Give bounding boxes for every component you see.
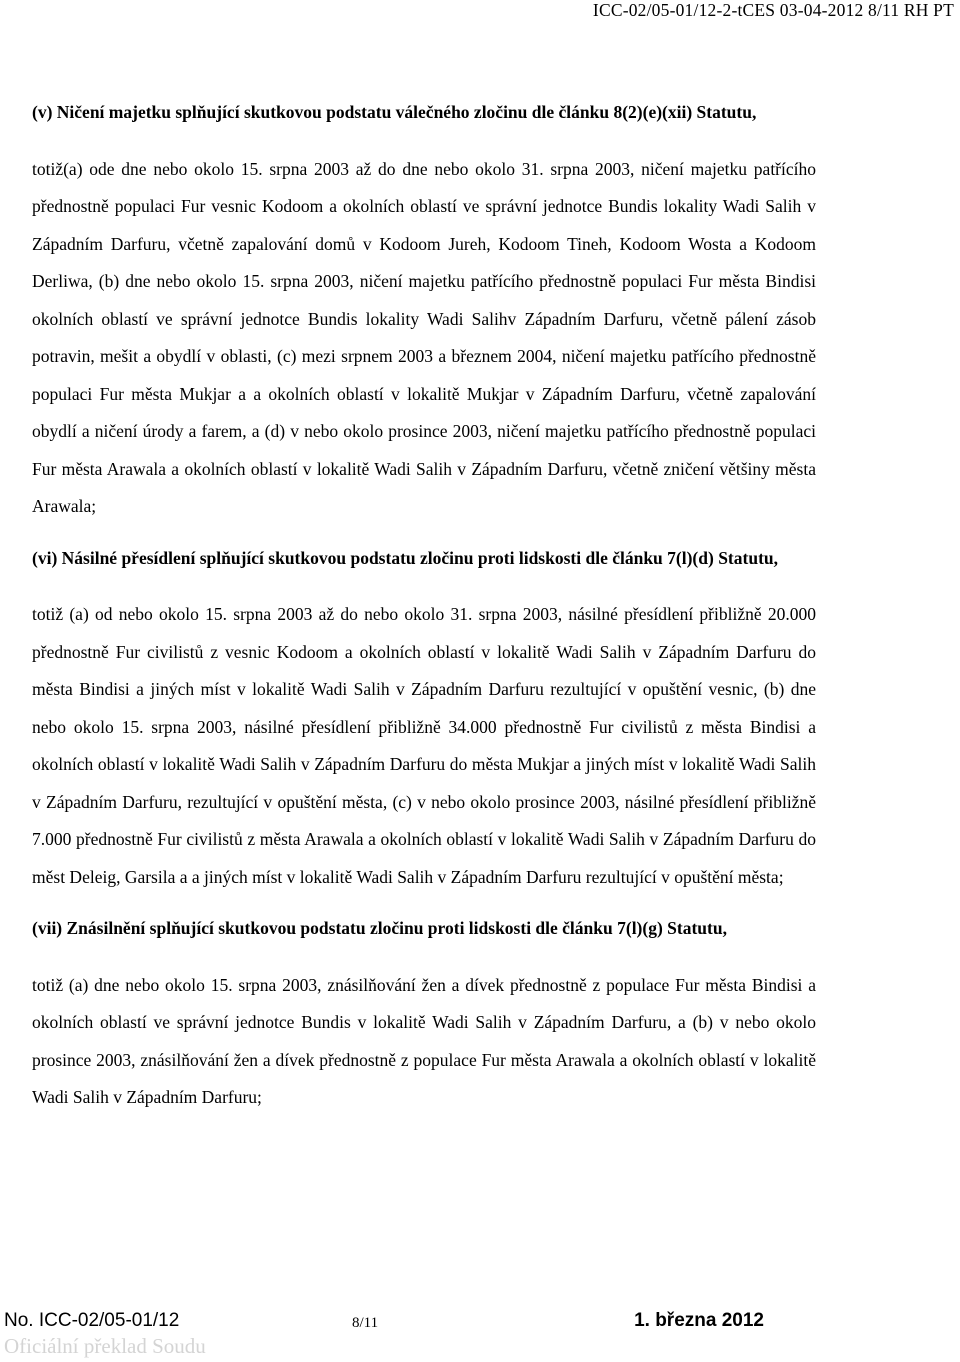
footer-document-number: No. ICC-02/05-01/12	[4, 1310, 180, 1331]
section-vii-paragraph: totiž (a) dne nebo okolo 15. srpna 2003, znásilňování žen a dívek přednostně z populace Fur města Bindisi a okolních oblastí ve správní jednotce Bundis v lokalitě Wadi Salih v Západním Darfuru, a (b) v nebo okolo prosince 2003, znásilňování žen a dívek přednostně z populace Fur města Arawala a okolních oblastí v lokalitě Wadi Salih v Západním Darfuru;	[32, 974, 816, 1107]
document-reference-header: ICC-02/05-01/12-2-tCES 03-04-2012 8/11 RH PT	[592, 0, 954, 20]
document-body	[32, 94, 816, 1117]
page-footer	[0, 1306, 960, 1336]
footer-page-number: 8/11	[352, 1315, 379, 1331]
section-vi-heading: (vi) Násilné přesídlení splňující skutkovou podstatu zločinu proti lidskosti dle článku 7(l)(d) Statutu,	[32, 547, 779, 568]
section-v-heading: (v) Ničení majetku splňující skutkovou podstatu válečného zločinu dle článku 8(2)(e)(xii) Statutu,	[32, 102, 757, 122]
footer-date: 1. března 2012	[634, 1310, 764, 1331]
section-vi-paragraph: totiž (a) od nebo okolo 15. srpna 2003 až do nebo okolo 31. srpna 2003, násilné přesídlení přibližně 20.000 přednostně Fur civilistů z vesnic Kodoom a okolních oblastí v lokalitě Wadi Salih v Západním Darfuru do města Bindisi a jiných míst v lokalitě Wadi Salih v Západním Darfuru rezultující v opuštění vesnic, (b) dne nebo okolo 15. srpna 2003, násilné přesídlení přibližně 34.000 přednostně Fur civilistů z města Bindisi a okolních oblastí v lokalitě Wadi Salih v Západním Darfuru do města Mukjar a jiných míst v lokalitě Wadi Salih v Západním Darfuru, rezultující v opuštění města, (c) v nebo okolo prosince 2003, násilné přesídlení přibližně 7.000 přednostně Fur civilistů z města Arawala a okolních oblastí v lokalitě Wadi Salih v Západním Darfuru do měst Deleig, Garsila a a jiných míst v lokalitě Wadi Salih v Západním Darfuru rezultující v opuštění města;	[32, 604, 816, 887]
section-v-paragraph: totiž(a) ode dne nebo okolo 15. srpna 2003 až do dne nebo okolo 31. srpna 2003, ničení majetku patřícího přednostně populaci Fur vesnic Kodoom a okolních oblastí ve správní jednotce Bundis lokality Wadi Salih v Západním Darfuru, včetně zapalování domů v Kodoom Jureh, Kodoom Tineh, Kodoom Wosta a Kodoom Derliwa, (b) dne nebo okolo 15. srpna 2003, ničení majetku patřícího přednostně populaci Fur města Bindisi okolních oblastí ve správní jednotce Bundis lokality Wadi Salihv Západním Darfuru, včetně pálení zásob potravin, mešit a obydlí v oblasti, (c) mezi srpnem 2003 a březnem 2004, ničení majetku patřícího přednostně populaci Fur města Mukjar a a okolních oblastí v lokalitě Mukjar v Západním Darfuru, včetně zapalování obydlí a ničení úrody a farem, a (d) v nebo okolo prosince 2003, ničení majetku patřícího přednostně populaci Fur města Arawala a okolních oblastí v lokalitě Wadi Salih v Západním Darfuru, včetně zničení většiny města Arawala;	[32, 158, 816, 516]
section-vii-heading: (vii) Znásilnění splňující skutkovou podstatu zločinu proti lidskosti dle článku 7(l)(g) Statutu,	[32, 918, 727, 938]
official-translation-watermark: Oficiální překlad Soudu	[4, 1334, 206, 1358]
